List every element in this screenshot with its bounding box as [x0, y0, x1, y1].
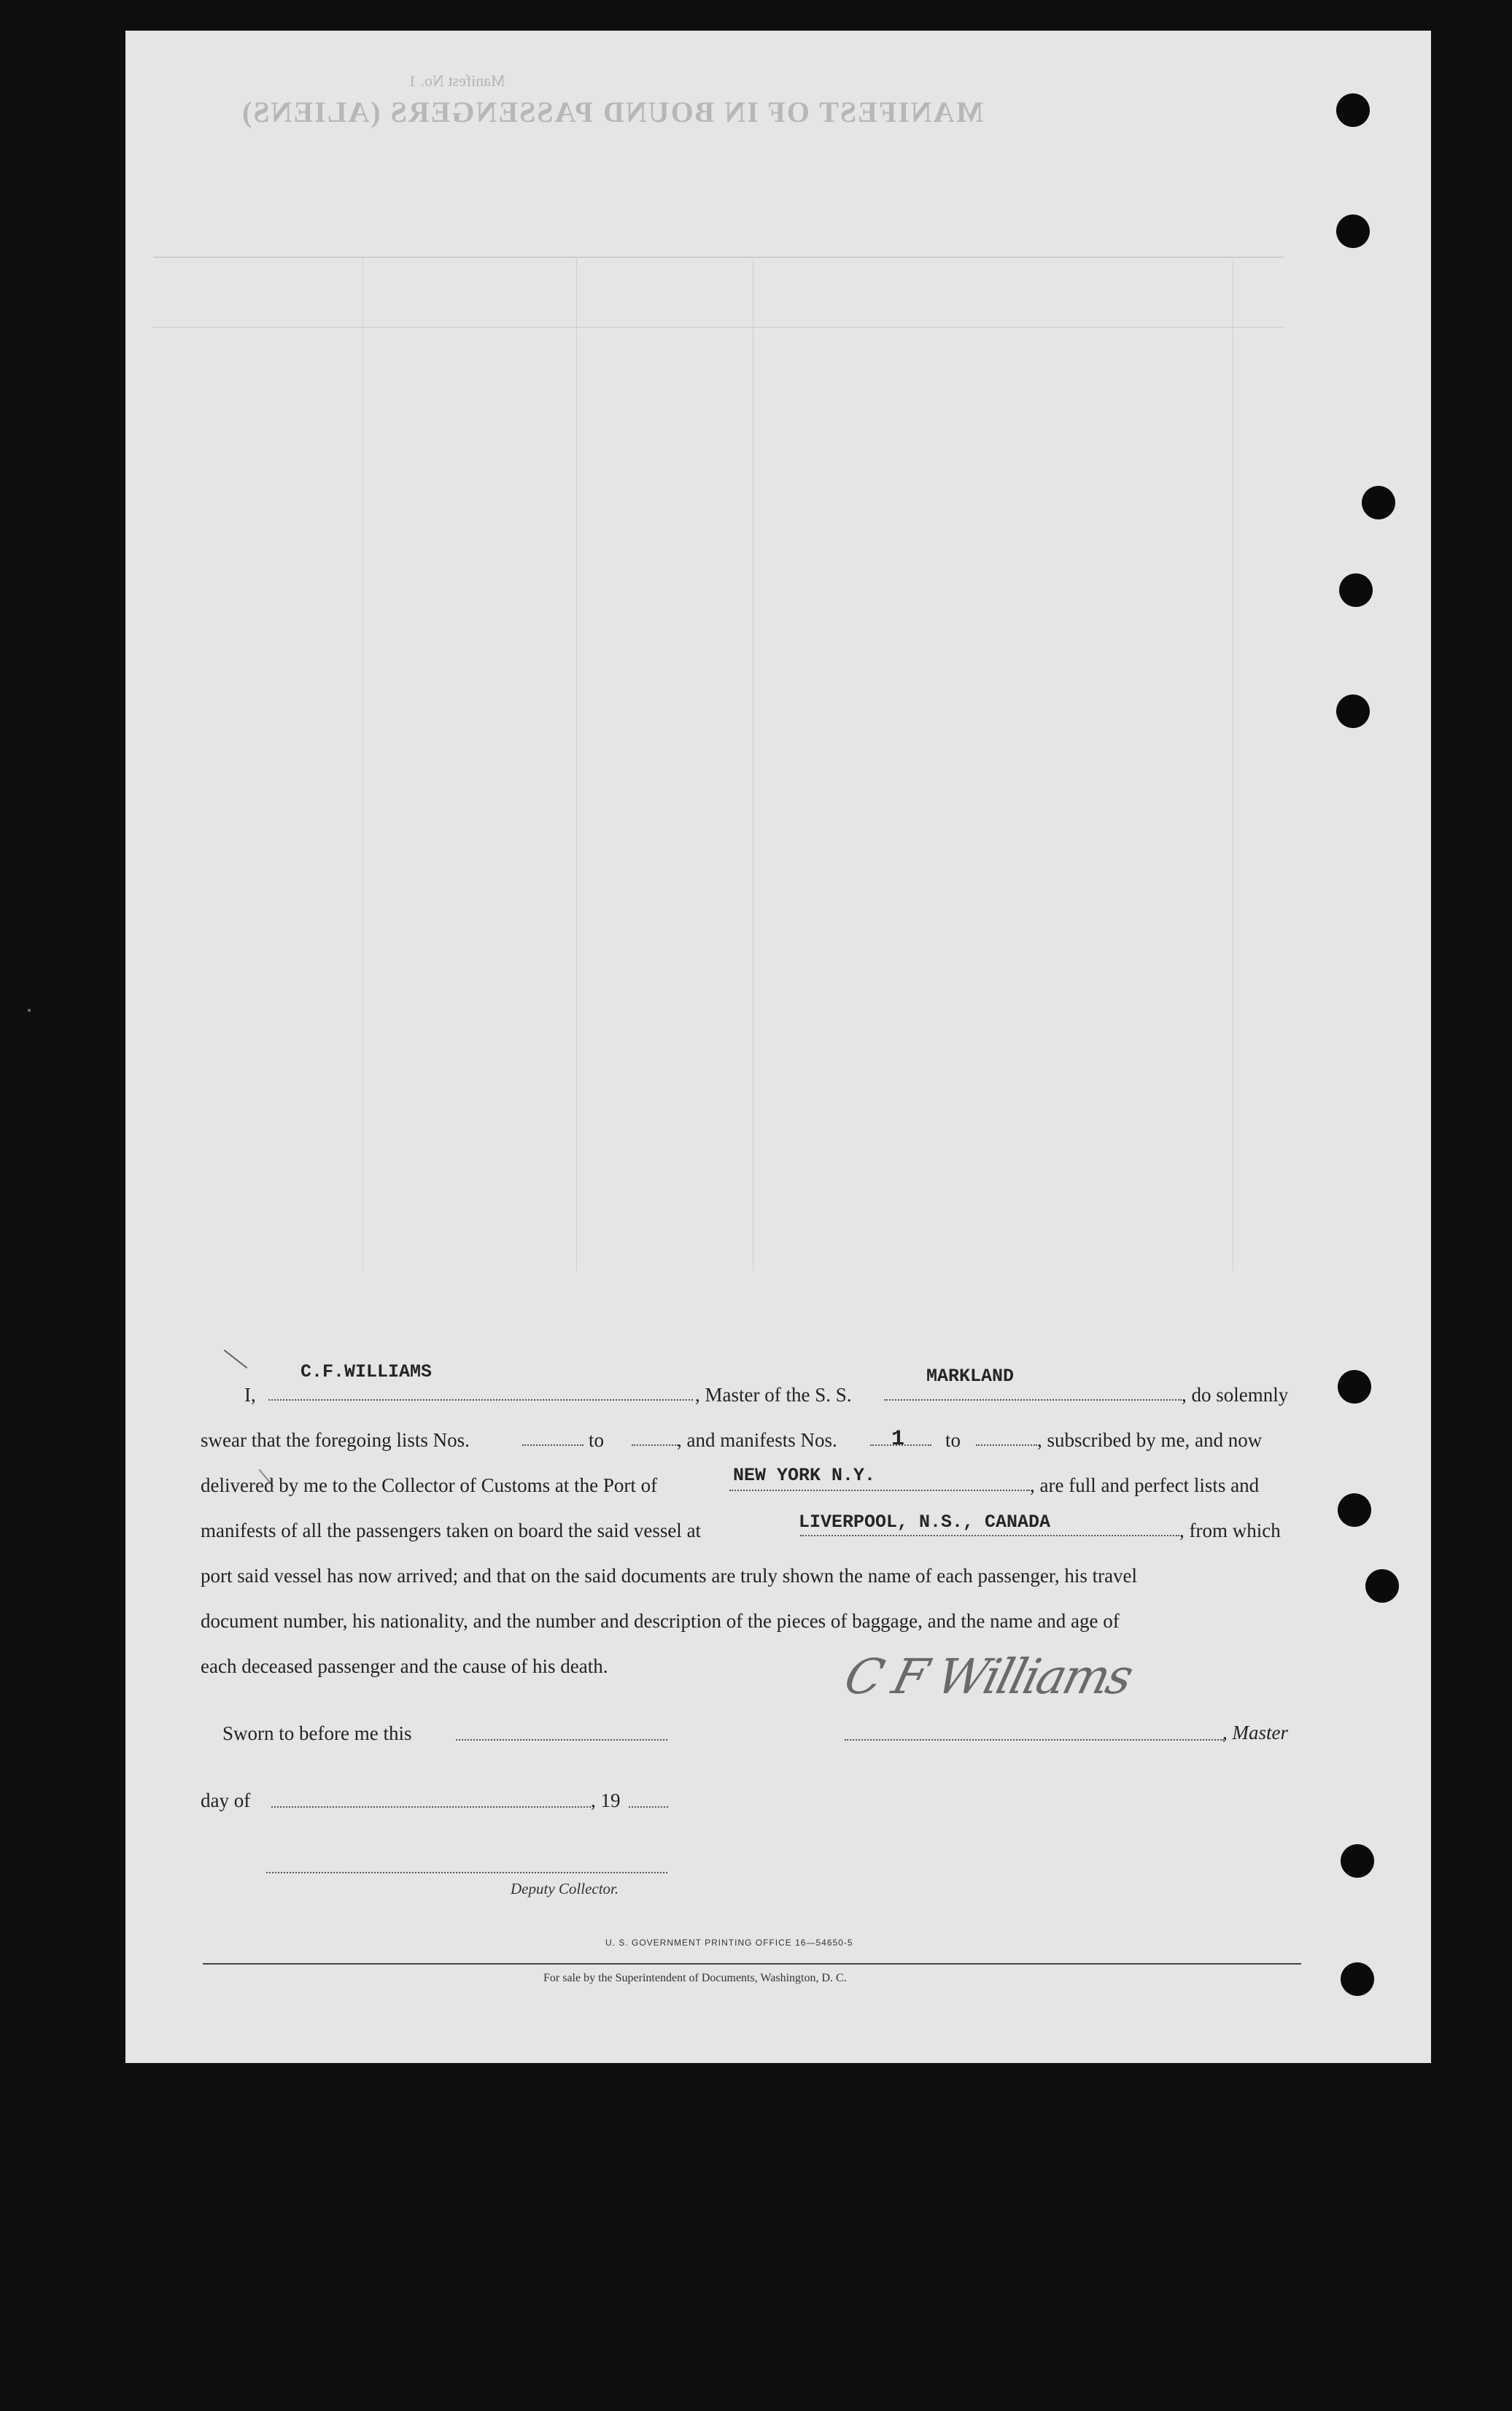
bleed-through-manifest-no: Manifest No. 1 [408, 71, 505, 90]
faint-table-rule [153, 257, 1284, 258]
signature-line [845, 1739, 1224, 1741]
oath-line-7: each deceased passenger and the cause of his death. [201, 1655, 608, 1677]
year-prefix: , 19 [591, 1789, 621, 1811]
fill-line-embark-port [800, 1535, 1179, 1536]
oath-to-2: to [945, 1429, 961, 1451]
punch-hole [1338, 1493, 1371, 1527]
master-label: , Master [1222, 1722, 1288, 1744]
oath-line-2: swear that the foregoing lists Nos. [201, 1429, 470, 1451]
oath-manifests: , and manifests Nos. [677, 1429, 837, 1451]
fill-line-year [629, 1806, 668, 1808]
faint-column-line [576, 257, 577, 1271]
sworn-label: Sworn to before me this [222, 1722, 412, 1744]
deputy-collector-label: Deputy Collector. [511, 1880, 619, 1897]
fill-line-manifest-to [976, 1444, 1037, 1446]
bleed-through-title: MANIFEST OF IN BOUND PASSENGERS (ALIENS) [241, 96, 984, 128]
punch-hole [1336, 694, 1370, 728]
oath-from-which: , from which [1179, 1520, 1281, 1541]
oath-full-perfect: , are full and perfect lists and [1030, 1474, 1260, 1496]
footer-rule [203, 1963, 1301, 1965]
master-name-field: C.F.WILLIAMS [301, 1361, 433, 1382]
oath-line-5: port said vessel has now arrived; and that on the said documents are truly shown the name of each passenger, his travel [201, 1565, 1138, 1587]
oath-subscribed: , subscribed by me, and now [1037, 1429, 1263, 1451]
fill-line-master-name [268, 1399, 693, 1401]
fill-line-port [729, 1490, 1030, 1491]
gpo-imprint: U. S. GOVERNMENT PRINTING OFFICE 16—54650-5 [605, 1938, 853, 1948]
master-signature: C F Williams [839, 1649, 1137, 1705]
punch-hole [1341, 1962, 1374, 1996]
punch-hole [1336, 93, 1370, 127]
fill-line-list-to [632, 1444, 678, 1446]
oath-line-6: document number, his nationality, and the number and description of the pieces of baggage, and the name and age of [201, 1610, 1120, 1632]
port-field: NEW YORK N.Y. [733, 1465, 876, 1486]
oath-line-3: delivered by me to the Collector of Customs at the Port of [201, 1474, 658, 1496]
vessel-name-field: MARKLAND [926, 1366, 1015, 1387]
manifest-from-field: 1 [891, 1427, 905, 1452]
day-of-label: day of [201, 1789, 251, 1811]
punch-hole [1341, 1844, 1374, 1878]
oath-i: I, [244, 1384, 256, 1406]
manifest-page [125, 31, 1431, 2063]
oath-do-solemnly: , do solemnly [1182, 1384, 1289, 1406]
punch-hole [1339, 573, 1373, 607]
punch-hole [1338, 1370, 1371, 1404]
speck [28, 1009, 31, 1012]
oath-master-of: , Master of the S. S. [695, 1384, 852, 1406]
for-sale-note: For sale by the Superintendent of Documents, Washington, D. C. [543, 1972, 847, 1984]
oath-line-4: manifests of all the passengers taken on board the said vessel at [201, 1520, 702, 1541]
fill-line-vessel [884, 1399, 1182, 1401]
deputy-signature-line [266, 1872, 667, 1873]
fill-line-day [271, 1806, 591, 1808]
punch-hole [1336, 214, 1370, 248]
oath-to: to [589, 1429, 605, 1451]
fill-line-sworn [456, 1739, 667, 1741]
embark-port-field: LIVERPOOL, N.S., CANADA [799, 1512, 1051, 1533]
punch-hole [1365, 1569, 1399, 1603]
punch-hole [1362, 486, 1395, 519]
faint-table-rule [153, 327, 1284, 328]
fill-line-list-from [522, 1444, 584, 1446]
